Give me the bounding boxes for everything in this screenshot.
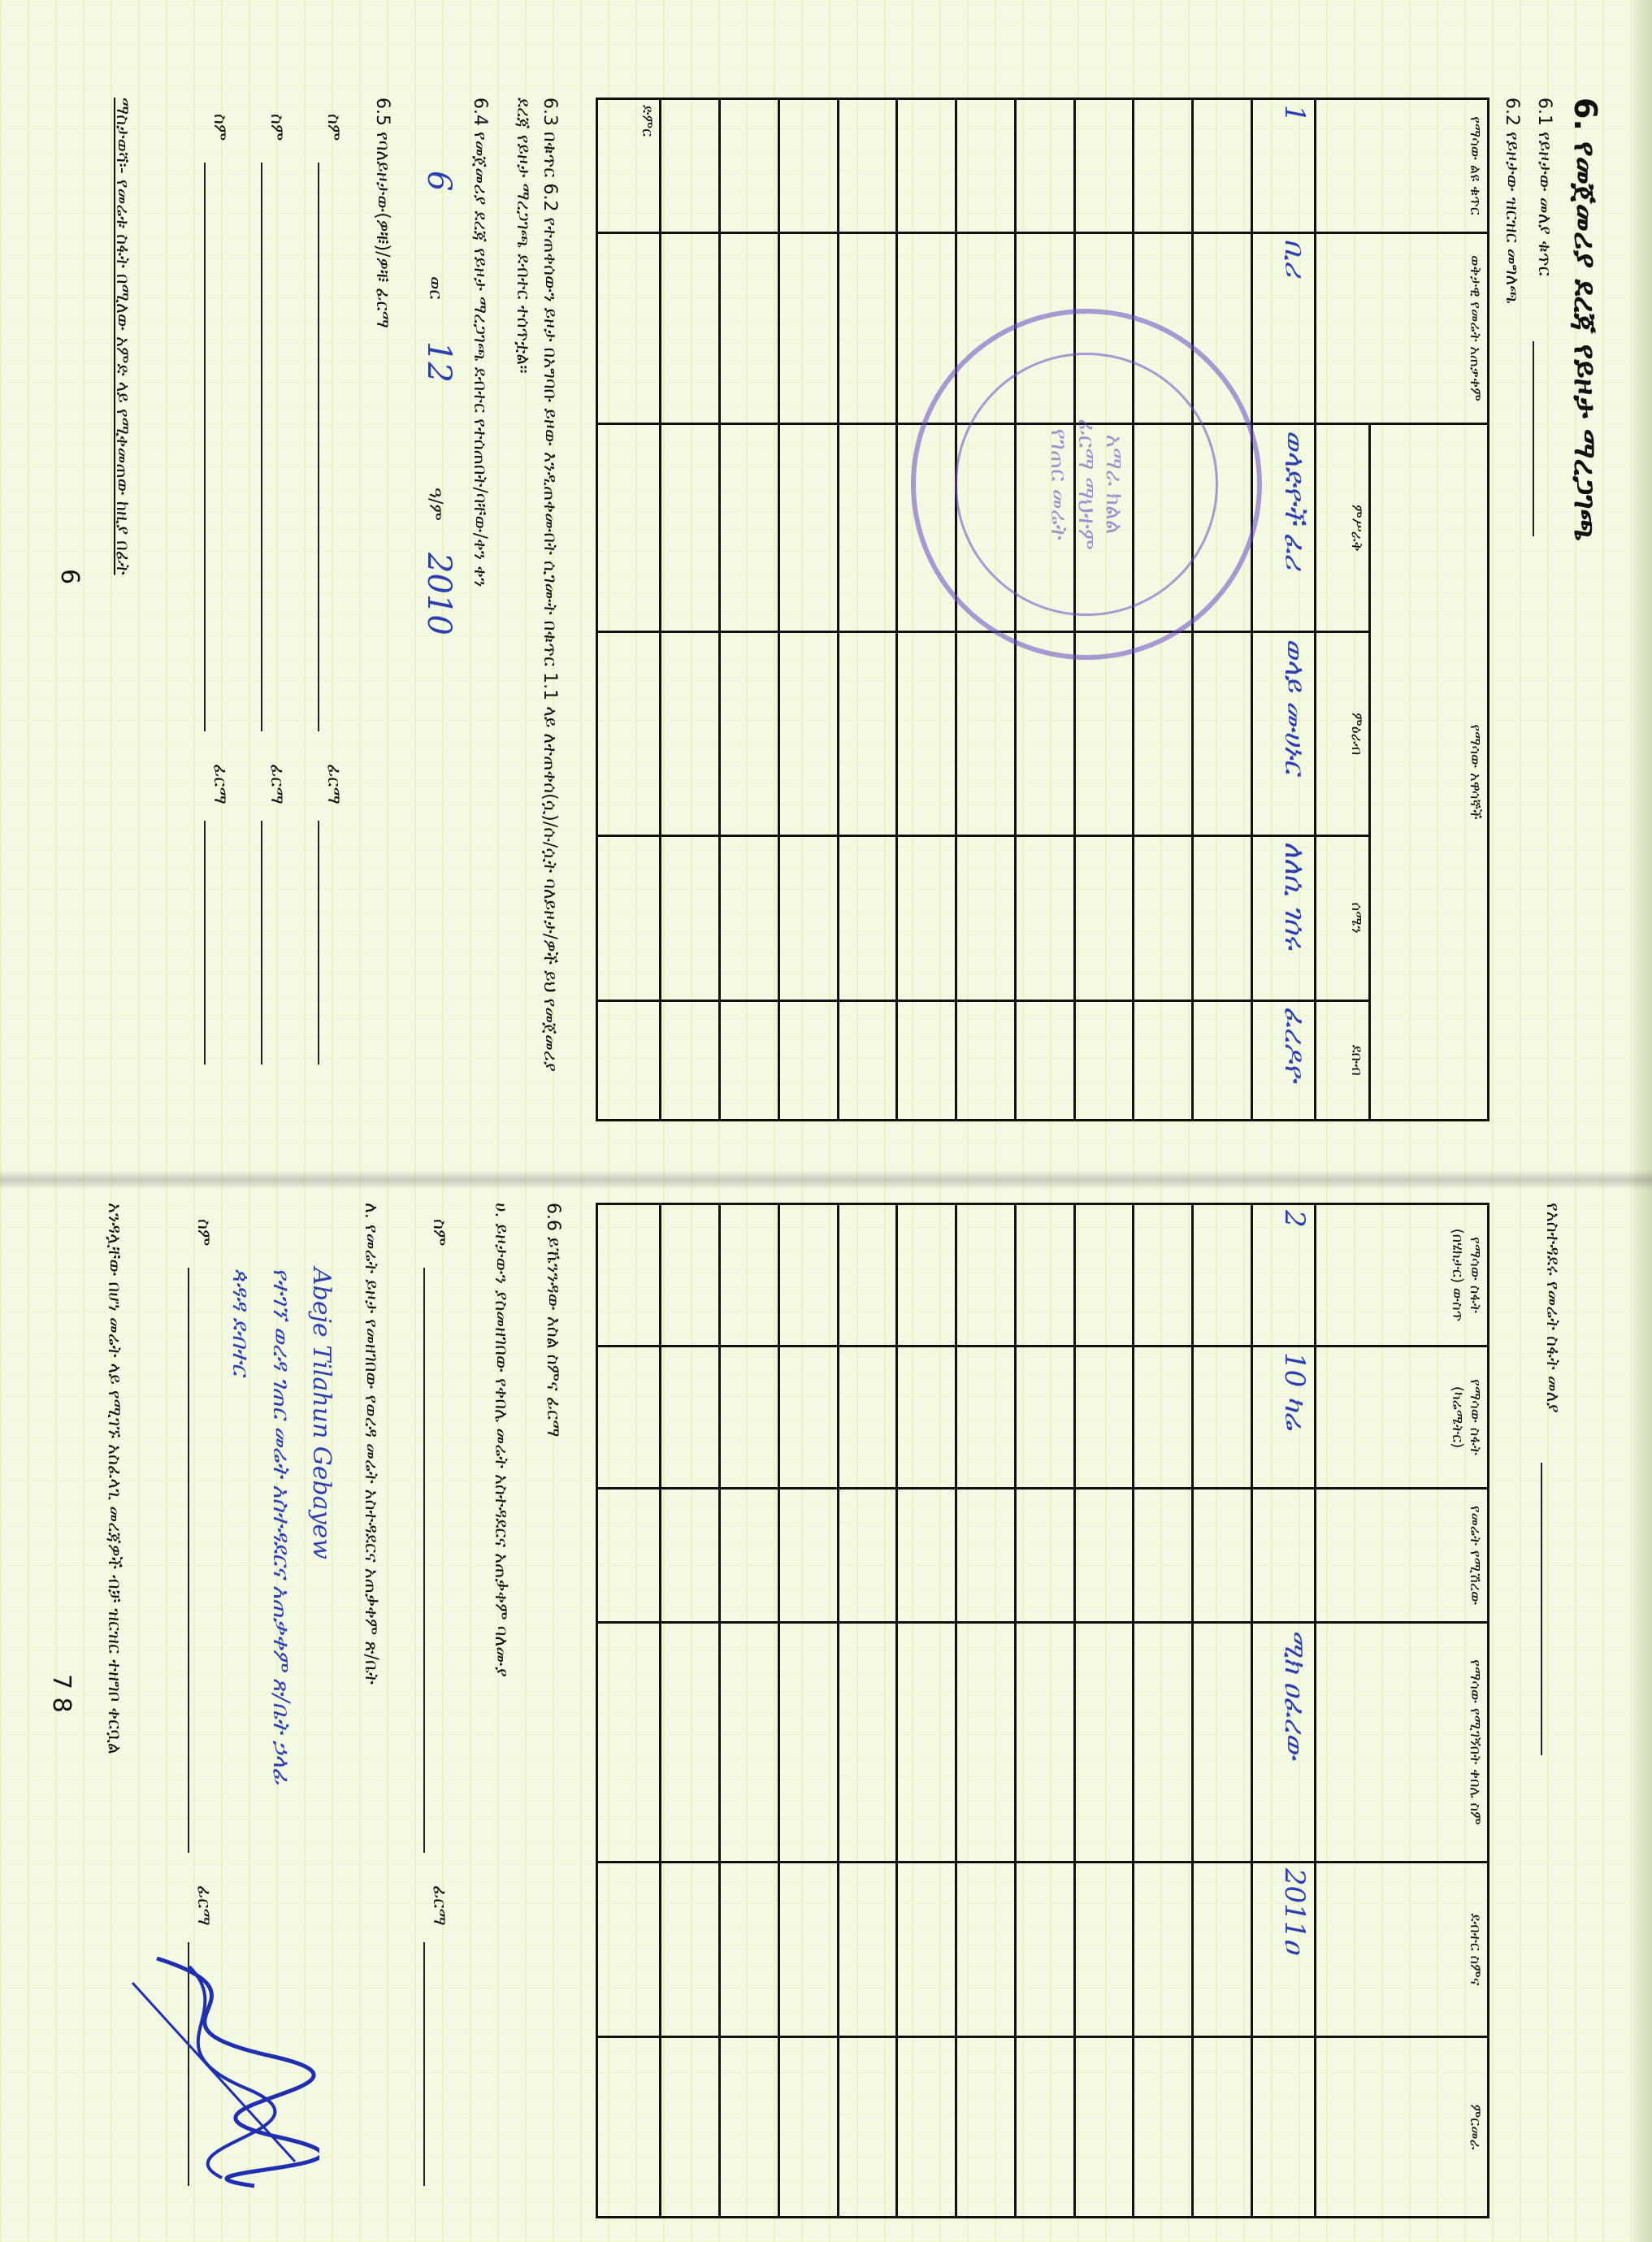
col-kebele: የማሳው የሚገኝበት ቀበሌ ስም bbox=[1316, 1623, 1489, 1863]
table-row bbox=[1251, 1204, 1315, 2218]
table-row bbox=[778, 1204, 838, 2218]
table-row bbox=[661, 99, 720, 1121]
date-year-label: ዓ/ም bbox=[425, 488, 445, 521]
row1-west: ወላይ ሙሀኑር bbox=[1278, 638, 1312, 774]
official-stamp bbox=[911, 309, 1262, 660]
total-row bbox=[597, 99, 661, 1121]
date-day: 6 bbox=[420, 171, 457, 192]
col-area-ha: የማሳው ስፋት (በሄክታር) ውስጥ bbox=[1316, 1204, 1489, 1347]
table-row bbox=[1193, 1204, 1252, 2218]
table-row bbox=[720, 1204, 779, 2218]
para-6-4: 6.4 የመጀመሪያ ደረጃ የይዞታ ማረጋገጫ ደብተር የተሰጠበት/ባቸው/ቀን ቀን bbox=[470, 98, 490, 588]
right-heading: የአስተዳደሩ የመሬት ስፋት መለያ bbox=[1542, 1203, 1563, 1413]
table-row bbox=[838, 1204, 897, 2218]
table-row bbox=[597, 1204, 661, 2218]
name-line-1 bbox=[318, 163, 319, 731]
signature-label-2: ፊርማ bbox=[267, 764, 287, 804]
signature-scribble bbox=[108, 1950, 319, 2194]
note: ማስታወሻ፡- የመሬቱ ስፋት በሚለው አምድ ላይ የሚቀመጠው ከዚያ በፊት bbox=[112, 98, 132, 575]
date-month-label: ወር bbox=[425, 276, 445, 300]
table-row bbox=[1134, 1204, 1193, 2218]
line-6-1: 6.1 የይዞታው መለያ ቁጥር bbox=[1534, 98, 1554, 276]
line-6-2: 6.2 የይዞታው ዝርዝር መግለጫ bbox=[1502, 98, 1522, 304]
name-line-right-2 bbox=[188, 1268, 189, 1853]
table-row bbox=[838, 99, 897, 1121]
line-6-1-blank bbox=[1533, 341, 1534, 536]
right-heading-line bbox=[1541, 1463, 1542, 1755]
col-remarks: ምርመራ bbox=[1316, 2037, 1489, 2218]
stamp-text-1: አማራ ክልል bbox=[1101, 434, 1128, 535]
signature-line-1 bbox=[318, 821, 319, 1065]
col-area-sqm: የማሳው ስፋት (ካሬሜትር) bbox=[1316, 1347, 1489, 1489]
row1-east: ወላድዮች ፈሪ bbox=[1278, 430, 1312, 570]
signature-line-2 bbox=[261, 821, 262, 1065]
row1-note: ሚክ ዐፈረው bbox=[1278, 1628, 1312, 1760]
col-north: ሰሜን bbox=[1316, 835, 1370, 1000]
stamp-text-3: የገጠር መሬት bbox=[1046, 428, 1073, 540]
row1-north: ለለሲ ገሰሩ bbox=[1278, 841, 1312, 950]
col-boundaries: የማሳው አዋሳኞች bbox=[1370, 424, 1489, 1121]
table-row bbox=[661, 1204, 720, 2218]
total-label: ድምር bbox=[597, 99, 661, 233]
name-line-3 bbox=[204, 163, 206, 731]
table-row bbox=[897, 1204, 956, 2218]
table-row bbox=[1251, 99, 1315, 1121]
para-6-6: 6.6 ይኼንንዳው እስል ስምና ፊርማ bbox=[543, 1203, 563, 1438]
handwritten-name-3: ጳዳዳ ደብተር bbox=[228, 1268, 254, 1376]
bottom-note: አንዳሏቸው በሆነ መሬት ላይ የሚገኙ አስፈላጊ መረጃዎች ብቻ ዝርዝር ተዘግቦ ቀርቧል bbox=[104, 1203, 124, 1754]
stamp-text-2: ፊርማ ማህተም bbox=[1073, 418, 1100, 550]
name-line-2 bbox=[261, 163, 262, 731]
name-label-right-1: ስም bbox=[429, 1219, 449, 1247]
signature-label-3: ፊርማ bbox=[210, 764, 230, 804]
row1-area-sqm: 10 ካሬ bbox=[1278, 1352, 1312, 1430]
table-row bbox=[956, 1204, 1016, 2218]
row1-code: 2011ዐ bbox=[1278, 1868, 1312, 1954]
table-row bbox=[778, 99, 838, 1121]
name-label-2: ስም bbox=[267, 114, 287, 141]
date-year: 2010 bbox=[420, 553, 457, 635]
signature-label-right-1: ፊርማ bbox=[429, 1885, 449, 1926]
table-row bbox=[897, 99, 956, 1121]
row1-area-ha: 2 bbox=[1278, 1210, 1312, 1228]
page-fold bbox=[0, 1170, 1652, 1190]
signature-label-1: ፊርማ bbox=[323, 764, 344, 804]
parcel-table-right bbox=[596, 1203, 1489, 2218]
date-month: 12 bbox=[420, 341, 457, 383]
name-line-right-1 bbox=[423, 1268, 425, 1853]
signature-label-right-2: ፊርማ bbox=[193, 1885, 214, 1926]
name-label-1: ስም bbox=[323, 114, 344, 141]
para-6-5: 6.5 የባለይዞታው(ዎቹ)/ዎቹ ፊርማ bbox=[372, 98, 392, 328]
name-label-3: ስም bbox=[210, 114, 230, 141]
col-south: ደቡብ bbox=[1316, 1000, 1370, 1121]
row1-use: ቢሪ bbox=[1278, 239, 1312, 277]
col-west: ምዕራብ bbox=[1316, 632, 1370, 835]
col-east: ምሥራቅ bbox=[1316, 424, 1370, 632]
signature-line-3 bbox=[204, 821, 206, 1065]
signature-line-right-1 bbox=[423, 1942, 425, 2186]
para-6-3: 6.3 በቁጥር 6.2 የተጠቀሰውን ይዞታ በአግባቡ ይዞው እንዲጠቀሙበት ሲገሙት በቁጥር 1.1 ላይ ለተጠቀሰ(ሷ)/ሱ/ሷት ባለይዞታ/ዎች ይህ የመጀመሪያ ደረጃ የይዞታ ማረጋገጫ ደብተር ተሰጥቷል፡፡ bbox=[513, 98, 560, 1072]
row1-south: ፈረዶዮ bbox=[1278, 1006, 1312, 1082]
handwritten-name-1: Abeje Tilahun Gebayew bbox=[307, 1268, 336, 1559]
col-registry: ደብተር ስምና bbox=[1316, 1863, 1489, 2037]
row1-no: 1 bbox=[1278, 105, 1312, 123]
table-row bbox=[720, 99, 779, 1121]
page-number-6: 6 bbox=[55, 569, 84, 585]
table-row bbox=[1074, 1204, 1134, 2218]
table-row bbox=[1015, 1204, 1074, 2218]
col-land-type: የመሬት የሚሽረው bbox=[1316, 1489, 1489, 1623]
page-6-heading: 6. የመጀመሪያ ደረጃ የይዞታ ማረጋገጫ bbox=[1567, 98, 1603, 541]
name-label-right-2: ስም bbox=[193, 1219, 214, 1247]
handwritten-name-2: የተገኘ ወረዳ ገጠር መሬት አስተዳደርና አጠቃቀም ጽ/ቤት ኃላፊ bbox=[268, 1268, 295, 1784]
page-number-78: 7 8 bbox=[47, 1674, 76, 1713]
col-parcel-no: የማሳው ልዩ ቁጥር bbox=[1316, 99, 1489, 233]
line-a: ሀ. ይዞታውን ያስመዘገበው የቀበሌ መሬት አስተዳደርና አጠቃቀም ባለሙያ bbox=[491, 1203, 511, 1677]
line-b: ለ. የመሬት ይዞታ የመዘገበው የወረዳ መሬት አስተዳደርና አጠቃቀም ጽ/ቤት bbox=[361, 1203, 381, 1685]
col-land-use: ወቅታዊ የመሬት አጠቃቀም bbox=[1316, 233, 1489, 424]
